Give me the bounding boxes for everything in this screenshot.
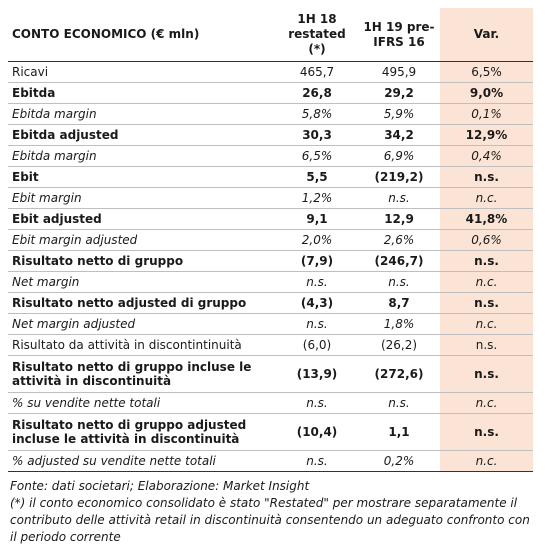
value-var: n.c. (440, 314, 533, 335)
value-1h19: 2,6% (358, 230, 440, 251)
header-1h19-line2: IFRS 16 (373, 34, 425, 49)
value-var: n.s. (440, 251, 533, 272)
value-1h19: n.s. (358, 393, 440, 414)
value-var: n.s. (440, 414, 533, 451)
value-1h18: 5,5 (276, 167, 358, 188)
table-row (8, 209, 533, 230)
value-var: 6,5% (440, 62, 533, 83)
table-row (8, 356, 533, 393)
table-row (8, 62, 533, 83)
header-1h18 (276, 8, 358, 62)
financial-table-container (8, 8, 533, 546)
value-1h18: 5,8% (276, 104, 358, 125)
income-statement-table (8, 8, 533, 472)
table-row (8, 451, 533, 472)
source-note: Fonte: dati societari; Elaborazione: Market Insight (10, 479, 310, 493)
value-var: 0,1% (440, 104, 533, 125)
row-label: % su vendite nette totali (8, 393, 276, 414)
row-label: Ricavi (8, 62, 276, 83)
value-1h19: 1,8% (358, 314, 440, 335)
row-label: Risultato netto di gruppo adjusted incluse le attività in discontinuità (8, 414, 276, 451)
table-row (8, 167, 533, 188)
value-1h18: (10,4) (276, 414, 358, 451)
value-var: n.c. (440, 188, 533, 209)
footnote: (*) il conto economico consolidato è stato "Restated" per mostrare separatamente il contributo delle attività retail in discontinuità consentendo un adeguato confronto con il periodo corrente (10, 496, 530, 544)
value-1h18: (13,9) (276, 356, 358, 393)
value-1h19: 5,9% (358, 104, 440, 125)
value-1h19: 12,9 (358, 209, 440, 230)
table-row (8, 188, 533, 209)
table-row (8, 293, 533, 314)
value-var: 9,0% (440, 83, 533, 104)
value-1h19: n.s. (358, 188, 440, 209)
value-1h18: (7,9) (276, 251, 358, 272)
value-1h19: 6,9% (358, 146, 440, 167)
value-var: 41,8% (440, 209, 533, 230)
row-label: Risultato netto di gruppo (8, 251, 276, 272)
value-1h19: (219,2) (358, 167, 440, 188)
value-var: n.s. (440, 335, 533, 356)
row-label: Ebit margin adjusted (8, 230, 276, 251)
header-1h19 (358, 8, 440, 62)
value-1h18: n.s. (276, 451, 358, 472)
row-label: Risultato da attività in discontintinuità (8, 335, 276, 356)
value-var: n.s. (440, 356, 533, 393)
value-var: n.c. (440, 451, 533, 472)
table-row (8, 125, 533, 146)
table-row (8, 230, 533, 251)
table-row (8, 272, 533, 293)
value-var: n.s. (440, 167, 533, 188)
table-body (8, 62, 533, 472)
value-var: n.s. (440, 293, 533, 314)
row-label: Ebitda margin (8, 104, 276, 125)
row-label: Ebit (8, 167, 276, 188)
table-notes (8, 478, 533, 546)
row-label: Net margin adjusted (8, 314, 276, 335)
row-label: % adjusted su vendite nette totali (8, 451, 276, 472)
value-1h18: (4,3) (276, 293, 358, 314)
header-var: Var. (440, 8, 533, 62)
row-label: Risultato netto adjusted di gruppo (8, 293, 276, 314)
table-row (8, 314, 533, 335)
value-1h18: 2,0% (276, 230, 358, 251)
table-row (8, 393, 533, 414)
header-1h18-line1: 1H 18 (297, 12, 337, 26)
table-row (8, 83, 533, 104)
value-1h18: n.s. (276, 314, 358, 335)
value-1h19: 29,2 (358, 83, 440, 104)
value-1h18: 26,8 (276, 83, 358, 104)
table-header-row (8, 8, 533, 62)
row-label: Ebit margin (8, 188, 276, 209)
value-1h18: 465,7 (276, 62, 358, 83)
row-label: Ebitda margin (8, 146, 276, 167)
value-1h18: 9,1 (276, 209, 358, 230)
table-row (8, 146, 533, 167)
value-1h18: n.s. (276, 272, 358, 293)
value-1h19: n.s. (358, 272, 440, 293)
table-row (8, 414, 533, 451)
value-1h19: 34,2 (358, 125, 440, 146)
value-1h19: 0,2% (358, 451, 440, 472)
value-1h19: 495,9 (358, 62, 440, 83)
value-1h19: (246,7) (358, 251, 440, 272)
value-1h18: 6,5% (276, 146, 358, 167)
value-1h19: (272,6) (358, 356, 440, 393)
value-1h18: n.s. (276, 393, 358, 414)
row-label: Risultato netto di gruppo incluse le attività in discontinuità (8, 356, 276, 393)
value-var: n.c. (440, 272, 533, 293)
value-1h19: 8,7 (358, 293, 440, 314)
table-row (8, 335, 533, 356)
header-label: CONTO ECONOMICO (€ mln) (8, 8, 276, 62)
value-1h18: 30,3 (276, 125, 358, 146)
value-var: 0,4% (440, 146, 533, 167)
value-var: n.c. (440, 393, 533, 414)
row-label: Ebitda adjusted (8, 125, 276, 146)
value-1h19: (26,2) (358, 335, 440, 356)
row-label: Ebit adjusted (8, 209, 276, 230)
value-var: 0,6% (440, 230, 533, 251)
value-1h19: 1,1 (358, 414, 440, 451)
value-1h18: 1,2% (276, 188, 358, 209)
value-1h18: (6,0) (276, 335, 358, 356)
row-label: Net margin (8, 272, 276, 293)
value-var: 12,9% (440, 125, 533, 146)
table-row (8, 251, 533, 272)
table-row (8, 104, 533, 125)
row-label: Ebitda (8, 83, 276, 104)
header-1h19-line1: 1H 19 pre- (363, 19, 435, 34)
header-1h18-line2: restated (*) (288, 27, 346, 56)
